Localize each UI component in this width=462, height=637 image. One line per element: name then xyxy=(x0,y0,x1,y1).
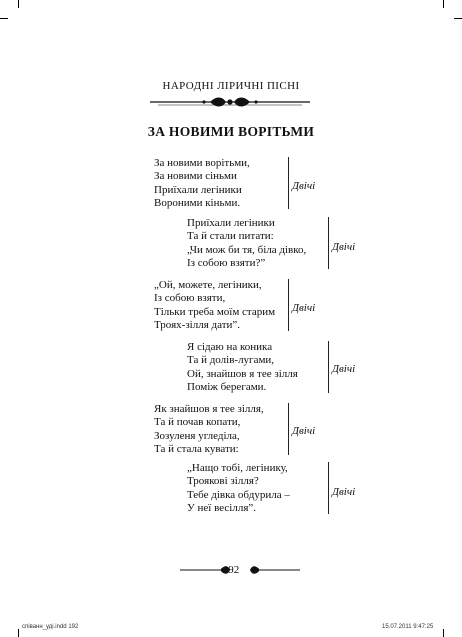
repeat-label: Двічі xyxy=(292,302,316,314)
verse-line: Приїхали легіники xyxy=(154,183,242,196)
verse-line: У неї весілля”. xyxy=(187,502,257,515)
repeat-label: Двічі xyxy=(292,425,316,437)
repeat-bracket xyxy=(328,217,330,269)
page-number: 192 xyxy=(222,564,240,576)
verse-line: „Нащо тобі, легінику, xyxy=(187,462,288,474)
verse-line: Із собою взяти, xyxy=(154,292,226,305)
repeat-label: Двічі xyxy=(332,363,356,375)
verse-line: „Чи мож би тя, біла дівко, xyxy=(187,243,307,256)
verse-line: Як знайшов я тее зілля, xyxy=(154,403,264,415)
repeat-bracket xyxy=(328,462,330,514)
crop-mark xyxy=(18,629,19,637)
verse-line: Приїхали легіники xyxy=(187,217,275,229)
slug-date-info: 15.07.2011 9:47:25 xyxy=(382,624,434,630)
verse-line: Вороними кіньми. xyxy=(154,197,241,210)
verse-line: Та й долів-лугами, xyxy=(187,354,275,367)
verse-line: Та й стала кувати: xyxy=(154,443,239,456)
stanza xyxy=(154,403,264,457)
crop-mark xyxy=(454,18,462,19)
verse-line: Та й стали питати: xyxy=(187,230,274,243)
verse-line: Та й почав копати, xyxy=(154,416,241,429)
crop-mark xyxy=(443,0,444,8)
verse-line: За новими сіньми xyxy=(154,170,237,183)
slug-file-info: спiванн_удi.indd 192 xyxy=(22,624,79,630)
verse-line: За новими ворітьми, xyxy=(154,157,250,169)
stanza xyxy=(187,462,290,516)
verse-line: Із собою взяти?” xyxy=(187,257,266,270)
repeat-bracket xyxy=(328,341,330,393)
repeat-bracket xyxy=(288,279,290,331)
stanza xyxy=(154,157,250,211)
repeat-label: Двічі xyxy=(292,180,316,192)
verse-line: Поміж берегами. xyxy=(187,381,267,394)
header-ornament xyxy=(150,94,310,110)
verse-line: Тебе дівка обдурила – xyxy=(187,488,290,501)
repeat-label: Двічі xyxy=(332,486,356,498)
running-header: НАРОДНІ ЛІРИЧНІ ПІСНІ xyxy=(162,80,300,92)
stanza xyxy=(187,217,306,271)
verse-line: Ой, знайшов я тее зілля xyxy=(187,367,298,380)
stanza xyxy=(187,341,298,395)
crop-mark xyxy=(0,18,8,19)
poem-title: ЗА НОВИМИ ВОРІТЬМИ xyxy=(147,124,315,139)
verse-line: Зозуленя угледіла, xyxy=(154,429,240,442)
verse-line: Я сідаю на коника xyxy=(187,341,273,353)
crop-mark xyxy=(443,629,444,637)
repeat-bracket xyxy=(288,403,290,455)
verse-line: Тільки треба моїм старим xyxy=(154,305,276,318)
stanza xyxy=(154,279,275,333)
crop-mark xyxy=(18,0,19,8)
repeat-label: Двічі xyxy=(332,241,356,253)
verse-line: „Ой, можете, легіники, xyxy=(154,279,262,291)
verse-line: Троякові зілля? xyxy=(187,475,259,488)
repeat-bracket xyxy=(288,157,290,209)
verse-line: Троях-зілля дати”. xyxy=(154,319,241,332)
